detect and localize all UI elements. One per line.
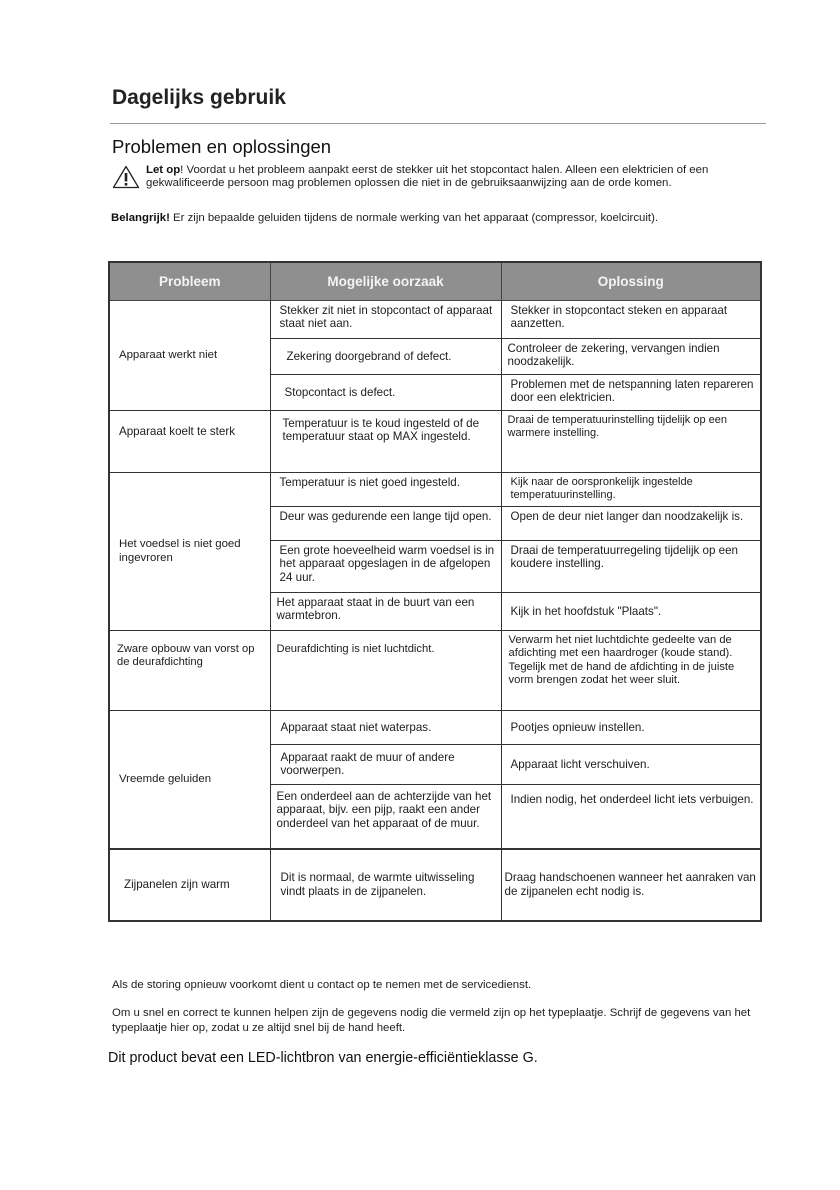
solution-cell: Verwarm het niet luchtdichte gedeelte van de afdichting met een haardroger (koude stand). Tegelijk met de hand de afdichting in de juiste vorm brengen zodat het weer sluit.	[501, 631, 761, 711]
table-row	[109, 301, 761, 339]
solution-cell: Stekker in stopcontact steken en apparaat aanzetten.	[501, 301, 761, 339]
cause-cell: Dit is normaal, de warmte uitwisseling vindt plaats in de zijpanelen.	[270, 849, 501, 921]
solution-cell: Indien nodig, het onderdeel licht iets verbuigen.	[501, 785, 761, 849]
typeplate-note: Om u snel en correct te kunnen helpen zijn de gegevens nodig die vermeld zijn op het typeplaatje. Schrijf de gegevens van het typeplaatje hier op, zodat u ze altijd snel bij de hand heeft.	[112, 1007, 751, 1034]
problem-cell: Zware opbouw van vorst op de deurafdichting	[109, 631, 270, 711]
warning-body: ! Voordat u het probleem aanpakt eerst de stekker uit het stopcontact halen. Alleen een elektricien of een gekwalificeerde persoon mag problemen oplossen die niet in de gebruiksaanwijzing aan de orde komen.	[146, 164, 709, 190]
important-label: Belangrijk!	[111, 212, 170, 224]
cause-cell: Temperatuur is niet goed ingesteld.	[270, 473, 501, 507]
problem-cell: Apparaat werkt niet	[109, 301, 270, 411]
problem-cell: Apparaat koelt te sterk	[109, 411, 270, 473]
warning-label: Let op	[146, 164, 181, 176]
solution-cell: Draag handschoenen wanneer het aanraken van de zijpanelen echt nodig is.	[501, 849, 761, 921]
table-row	[109, 849, 761, 921]
title-divider	[110, 123, 766, 124]
problem-cell: Het voedsel is niet goed ingevroren	[109, 473, 270, 631]
warning-triangle-icon	[112, 165, 140, 189]
cause-cell: Deurafdichting is niet luchtdicht.	[270, 631, 501, 711]
warning-notice	[112, 164, 752, 191]
cause-cell: Zekering doorgebrand of defect.	[270, 339, 501, 375]
problem-cell: Vreemde geluiden	[109, 711, 270, 849]
solution-cell: Kijk naar de oorspronkelijk ingestelde temperatuurinstelling.	[501, 473, 761, 507]
table-row	[109, 473, 761, 507]
solution-cell: Apparaat licht verschuiven.	[501, 745, 761, 785]
important-body: Er zijn bepaalde geluiden tijdens de normale werking van het apparaat (compressor, koelcircuit).	[169, 212, 659, 224]
solution-cell: Problemen met de netspanning laten repareren door een elektricien.	[501, 375, 761, 411]
cause-cell: Stekker zit niet in stopcontact of apparaat staat niet aan.	[270, 301, 501, 339]
section-title: Problemen en oplossingen	[112, 136, 332, 157]
service-note: Als de storing opnieuw voorkomt dient u contact op te nemen met de servicedienst.	[112, 979, 532, 991]
cause-cell: Stopcontact is defect.	[270, 375, 501, 411]
column-header-solution: Oplossing	[501, 262, 761, 301]
solution-cell: Controleer de zekering, vervangen indien noodzakelijk.	[501, 339, 761, 375]
cause-cell: Het apparaat staat in de buurt van een warmtebron.	[270, 593, 501, 631]
cause-cell: Een grote hoeveelheid warm voedsel is in het apparaat opgeslagen in de afgelopen 24 uur.	[270, 541, 501, 593]
solution-cell: Pootjes opnieuw instellen.	[501, 711, 761, 745]
cause-cell: Apparaat staat niet waterpas.	[270, 711, 501, 745]
table-row	[109, 631, 761, 711]
table-header-row	[109, 262, 761, 301]
column-header-cause: Mogelijke oorzaak	[270, 262, 501, 301]
cause-cell: Een onderdeel aan de achterzijde van het apparaat, bijv. een pijp, raakt een ander onderdeel van het apparaat of de muur.	[270, 785, 501, 849]
solution-cell: Draai de temperatuurregeling tijdelijk op een koudere instelling.	[501, 541, 761, 593]
important-notice	[111, 212, 658, 224]
solution-cell: Open de deur niet langer dan noodzakelijk is.	[501, 507, 761, 541]
table-row	[109, 711, 761, 745]
warning-text	[146, 164, 752, 191]
page-title: Dagelijks gebruik	[112, 86, 286, 109]
solution-cell: Draai de temperatuurinstelling tijdelijk op een warmere instelling.	[501, 411, 761, 473]
table-row	[109, 411, 761, 473]
cause-cell: Temperatuur is te koud ingesteld of de temperatuur staat op MAX ingesteld.	[270, 411, 501, 473]
solution-cell: Kijk in het hoofdstuk "Plaats".	[501, 593, 761, 631]
troubleshooting-table	[108, 261, 762, 922]
energy-class-note: Dit product bevat een LED-lichtbron van energie-efficiëntieklasse G.	[108, 1050, 538, 1066]
column-header-problem: Probleem	[109, 262, 270, 301]
problem-cell: Zijpanelen zijn warm	[109, 849, 270, 921]
cause-cell: Apparaat raakt de muur of andere voorwerpen.	[270, 745, 501, 785]
cause-cell: Deur was gedurende een lange tijd open.	[270, 507, 501, 541]
